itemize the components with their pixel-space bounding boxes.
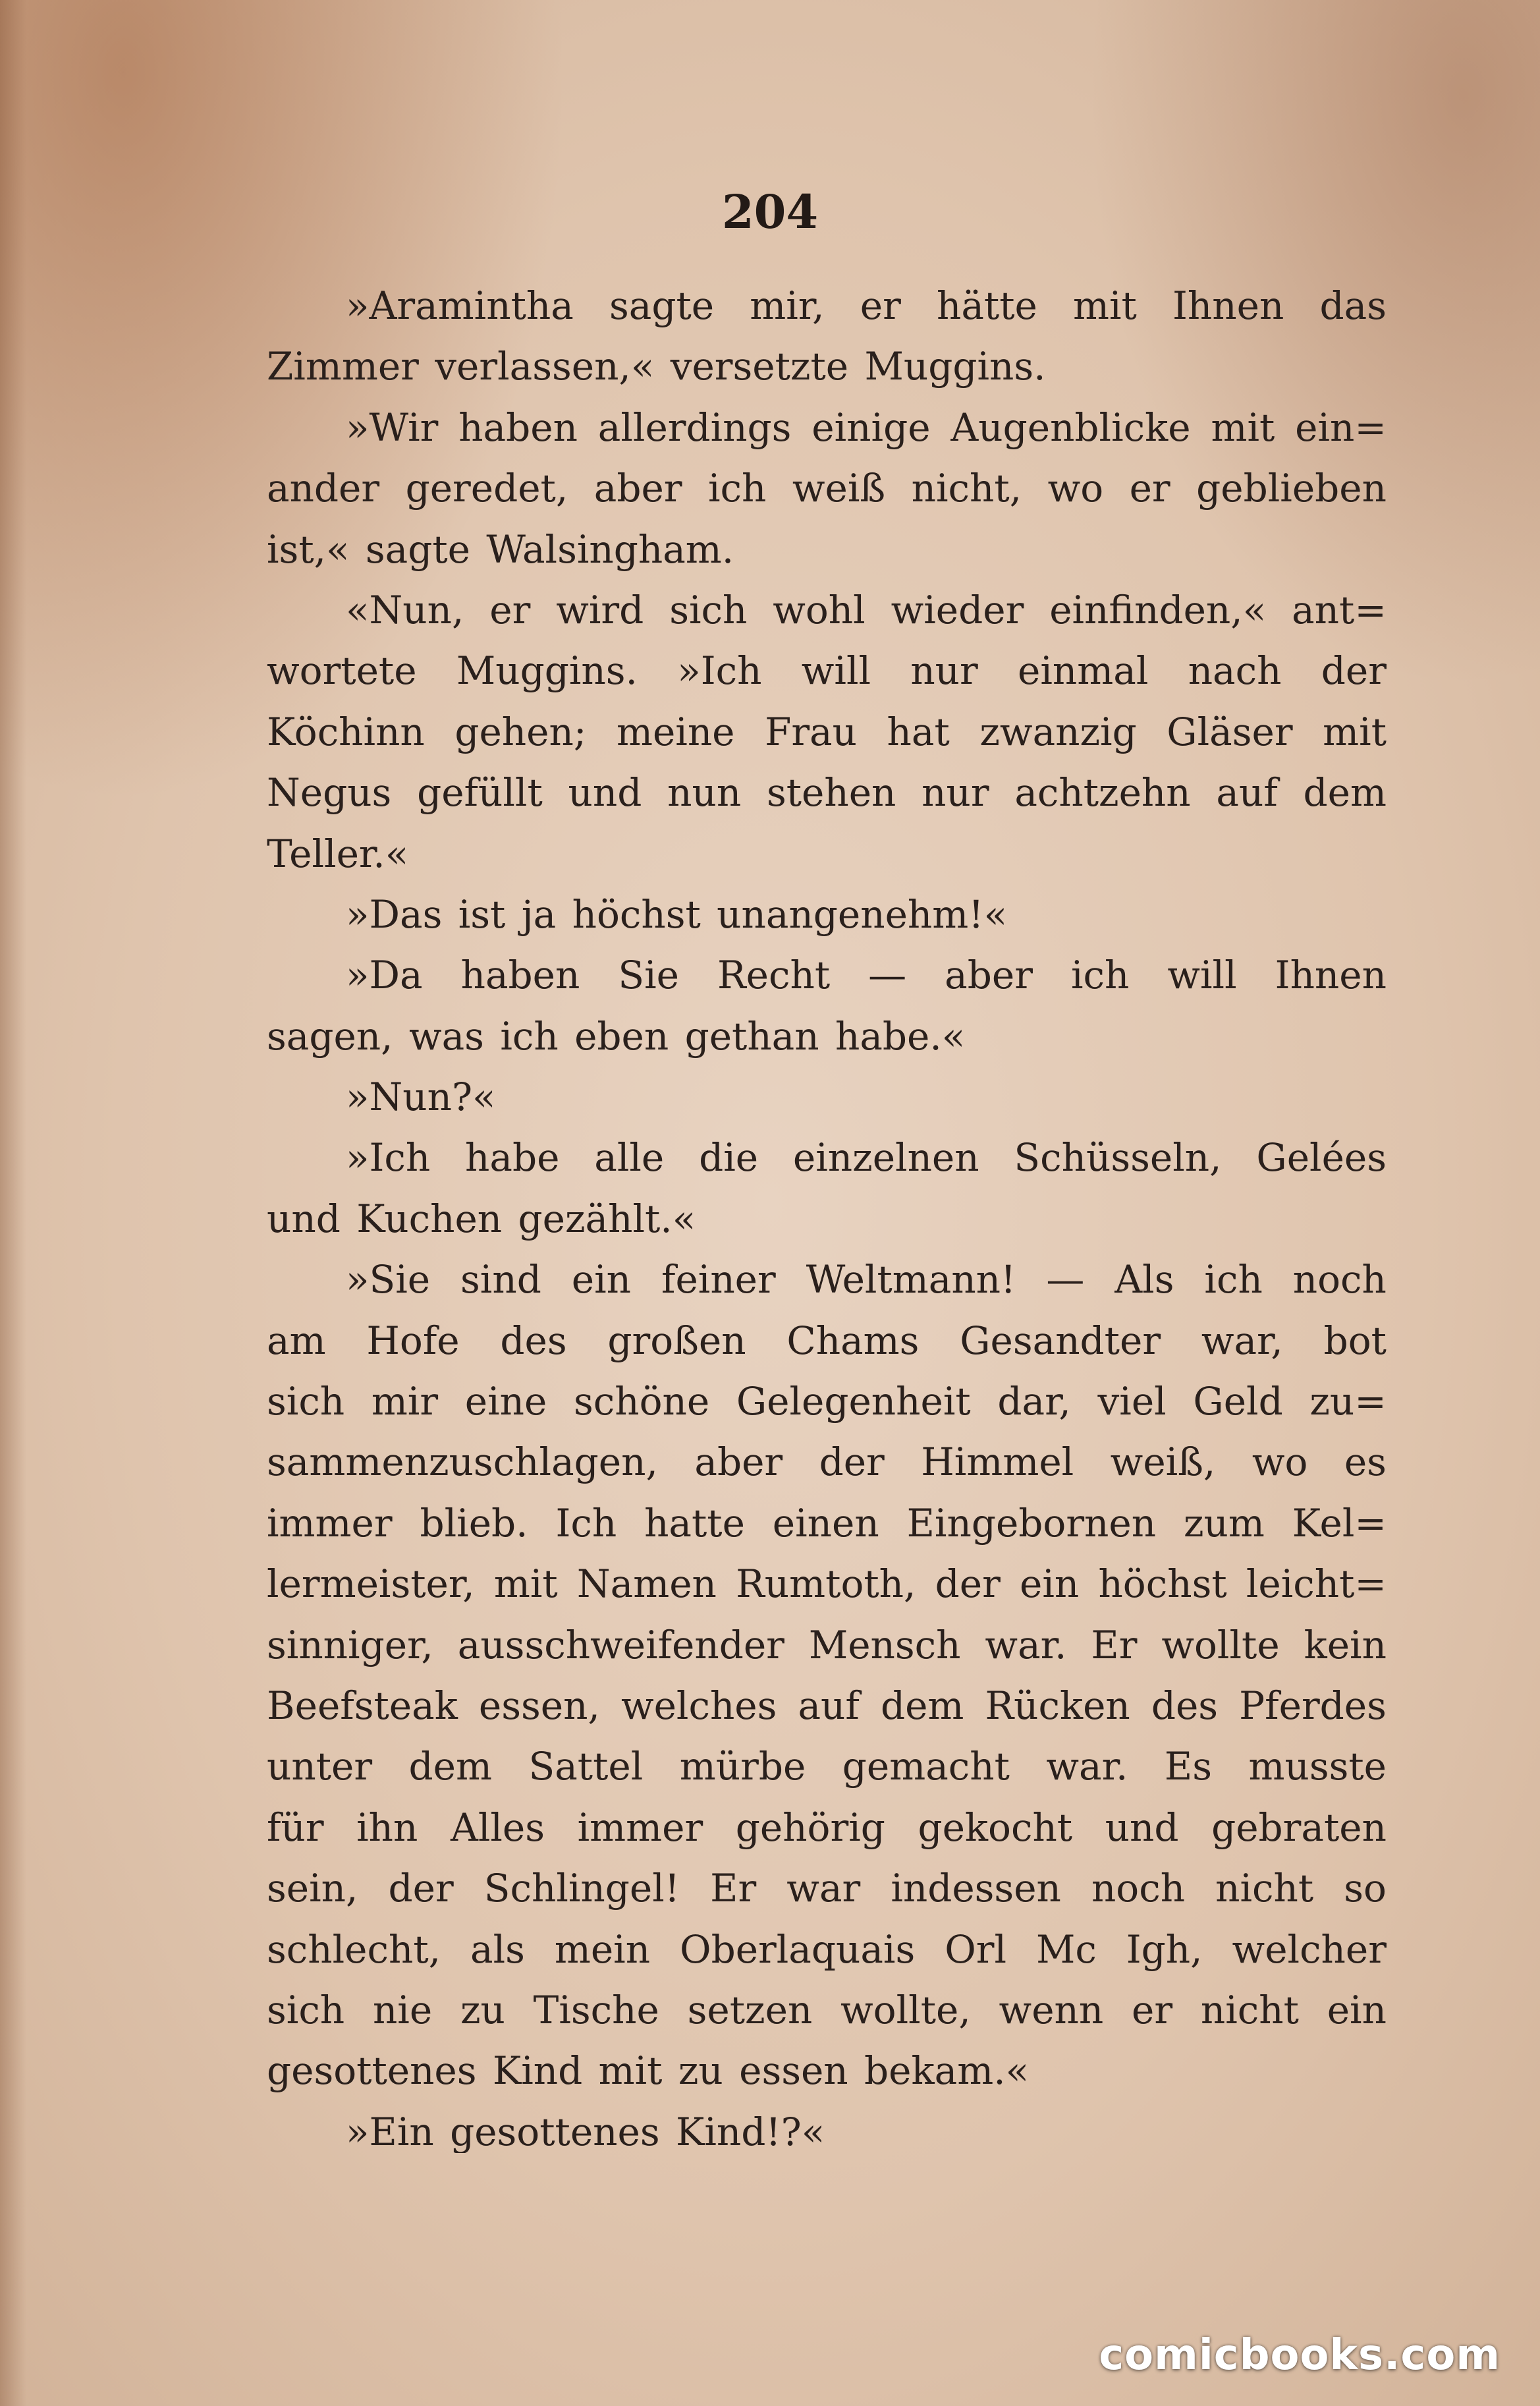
word: Gläser xyxy=(1167,709,1293,754)
word: weiß, xyxy=(1110,1440,1216,1485)
word: Mensch xyxy=(808,1622,961,1667)
word: viel xyxy=(1097,1379,1167,1424)
word: dem xyxy=(880,1683,964,1728)
word: mit xyxy=(1211,405,1275,450)
text-line xyxy=(267,1858,1387,1918)
word: »Da xyxy=(346,953,423,998)
word: nicht xyxy=(1200,1987,1299,2032)
word: mit xyxy=(1323,709,1387,754)
word: Hofe xyxy=(366,1318,460,1363)
word: stehen xyxy=(766,770,896,816)
text-line xyxy=(267,2102,1387,2153)
word: Sattel xyxy=(528,1744,644,1789)
word: ausschweifender xyxy=(457,1622,784,1667)
word: war xyxy=(786,1866,861,1911)
word: »Sie xyxy=(346,1257,431,1302)
word: setzen xyxy=(687,1987,813,2032)
word: eine xyxy=(464,1379,547,1424)
word: Oberlaquais xyxy=(680,1926,916,1972)
word: der xyxy=(935,1561,1001,1607)
word: welches xyxy=(620,1683,777,1728)
word: mein xyxy=(554,1926,651,1972)
word: sinniger, xyxy=(267,1622,433,1667)
word: gebraten xyxy=(1211,1804,1387,1850)
text-line xyxy=(267,397,1387,458)
word: auf xyxy=(1216,770,1278,816)
word: Schüsseln, xyxy=(1014,1135,1222,1181)
text-line xyxy=(267,1249,1387,1310)
word: dar, xyxy=(997,1379,1071,1424)
text-line xyxy=(267,1189,1387,1249)
text-line xyxy=(267,824,1387,884)
text-line xyxy=(267,1736,1387,1797)
word: aber xyxy=(945,953,1033,998)
word: höchst xyxy=(572,891,701,937)
text-line xyxy=(267,702,1387,762)
word: hätte xyxy=(936,283,1037,328)
word: Tische xyxy=(533,1987,659,2032)
word: so xyxy=(1344,1866,1387,1911)
word: Orl xyxy=(945,1926,1007,1972)
word: zwanzig xyxy=(979,709,1137,754)
word: »Nun?« xyxy=(346,1075,496,1120)
word: Sie xyxy=(618,953,679,998)
word: ich xyxy=(708,466,767,511)
word: großen xyxy=(607,1318,746,1363)
word: will xyxy=(801,648,871,694)
word: gekocht xyxy=(918,1804,1073,1850)
word: nie xyxy=(372,1987,433,2032)
word: »Das xyxy=(346,891,443,937)
word: sagen, xyxy=(267,1013,393,1059)
word: mir xyxy=(371,1379,439,1424)
word: schöne xyxy=(573,1379,710,1424)
word: haben xyxy=(460,953,580,998)
word: wo xyxy=(1251,1440,1308,1485)
word: noch xyxy=(1091,1866,1186,1911)
word: feiner xyxy=(661,1257,776,1302)
word: Beefsteak xyxy=(267,1683,458,1728)
word: zu xyxy=(460,1987,505,2032)
word: einen xyxy=(772,1500,879,1546)
text-line xyxy=(267,1067,1387,1127)
word: Ihnen xyxy=(1275,953,1387,998)
word: Ihnen xyxy=(1172,283,1284,328)
text-line xyxy=(267,884,1387,945)
word: Eingebornen xyxy=(906,1500,1157,1546)
word: Weltmann! xyxy=(806,1257,1016,1302)
word: wo xyxy=(1047,466,1104,511)
word: »Wir xyxy=(346,405,439,450)
word: unter xyxy=(267,1744,373,1789)
word: Er xyxy=(1091,1622,1138,1667)
word: und xyxy=(1105,1804,1179,1850)
word: sich xyxy=(669,587,748,632)
word: der xyxy=(1321,648,1387,694)
word: Köchinn xyxy=(267,709,425,754)
text-line xyxy=(267,1310,1387,1371)
word: wollte, xyxy=(840,1987,971,2032)
word: zu= xyxy=(1309,1379,1387,1424)
word: — xyxy=(868,953,907,998)
word: nur xyxy=(921,770,989,816)
word: indessen xyxy=(891,1866,1061,1911)
word: Himmel xyxy=(921,1440,1074,1485)
word: Gelées xyxy=(1256,1135,1387,1181)
word: nach xyxy=(1188,648,1282,694)
word: Schlingel! xyxy=(483,1866,680,1911)
page-edge-shadow xyxy=(0,0,26,2406)
word: sich xyxy=(267,1379,345,1424)
word: mit xyxy=(598,2048,663,2094)
word: mit xyxy=(1073,283,1137,328)
word: sich xyxy=(267,1987,345,2032)
word: Er xyxy=(710,1866,757,1911)
word: einmal xyxy=(1018,648,1149,694)
word: Frau xyxy=(765,709,857,754)
word: war. xyxy=(985,1622,1067,1667)
word: Kel= xyxy=(1292,1500,1387,1546)
word: Es xyxy=(1164,1744,1212,1789)
word: alle xyxy=(594,1135,665,1181)
word: gehen; xyxy=(454,709,587,754)
word: Zimmer xyxy=(267,344,419,389)
word: versetzte xyxy=(670,344,849,389)
word: aber xyxy=(694,1440,783,1485)
word: Pferdes xyxy=(1239,1683,1387,1728)
word: gezählt.« xyxy=(518,1196,696,1241)
word: Kind xyxy=(492,2048,583,2094)
word: haben xyxy=(458,405,578,450)
word: Gelegenheit xyxy=(736,1379,971,1424)
word: gefüllt xyxy=(417,770,543,816)
word: mir, xyxy=(750,283,825,328)
word: ich xyxy=(1070,953,1130,998)
word: dem xyxy=(408,1744,492,1789)
word: das xyxy=(1319,283,1387,328)
word: hatte xyxy=(644,1500,745,1546)
word: ein xyxy=(571,1257,632,1302)
word: wohl xyxy=(773,587,866,632)
word: er xyxy=(1132,1987,1173,2032)
word: achtzehn xyxy=(1014,770,1191,816)
text-line xyxy=(267,640,1387,701)
word: — xyxy=(1046,1257,1085,1302)
word: gehörig xyxy=(735,1804,885,1850)
word: des xyxy=(500,1318,567,1363)
word: »Ein xyxy=(346,2109,434,2153)
text-line xyxy=(267,1675,1387,1736)
word: wieder xyxy=(891,587,1024,632)
word: wollte xyxy=(1161,1622,1280,1667)
word: Rücken xyxy=(985,1683,1130,1728)
word: »Ich xyxy=(346,1135,431,1181)
word: ihn xyxy=(356,1804,418,1850)
word: Kind!?« xyxy=(675,2109,825,2153)
word: nur xyxy=(910,648,978,694)
word: Muggins. xyxy=(456,648,638,694)
word: unangenehm!« xyxy=(717,891,1008,937)
word: »Araminthа xyxy=(346,283,574,328)
word: noch xyxy=(1292,1257,1387,1302)
word: Igh, xyxy=(1126,1926,1203,1972)
watermark: comicbooks.com xyxy=(1099,2331,1500,2380)
word: habe xyxy=(465,1135,560,1181)
word: gethan xyxy=(684,1013,819,1059)
word: einzelnen xyxy=(792,1135,979,1181)
word: des xyxy=(1151,1683,1219,1728)
word: Gesandter xyxy=(960,1318,1161,1363)
word: war, xyxy=(1201,1318,1283,1363)
word: wird xyxy=(556,587,644,632)
word: nun xyxy=(667,770,742,816)
word: Geld xyxy=(1193,1379,1283,1424)
word: war. xyxy=(1046,1744,1128,1789)
word: »Ich xyxy=(677,648,762,694)
word: ich xyxy=(1204,1257,1263,1302)
text-line xyxy=(267,458,1387,518)
word: welcher xyxy=(1232,1926,1387,1972)
word: schlecht, xyxy=(267,1926,441,1972)
word: verlassen,« xyxy=(435,344,655,389)
word: Namen xyxy=(576,1561,717,1607)
text-line xyxy=(267,519,1387,580)
word: als xyxy=(470,1926,525,1972)
word: hat xyxy=(887,709,950,754)
word: sind xyxy=(460,1257,541,1302)
word: sagte xyxy=(365,526,471,572)
word: geblieben xyxy=(1196,466,1387,511)
word: Ich xyxy=(555,1500,617,1546)
word: ant= xyxy=(1292,587,1387,632)
word: es xyxy=(1344,1440,1387,1485)
word: kein xyxy=(1304,1622,1387,1667)
word: mürbe xyxy=(679,1744,806,1789)
word: ein= xyxy=(1295,405,1387,450)
text-line xyxy=(267,1553,1387,1614)
word: am xyxy=(267,1318,326,1363)
word: sagte xyxy=(609,283,715,328)
word: was xyxy=(408,1013,484,1059)
word: essen xyxy=(739,2048,848,2094)
text-line xyxy=(267,1127,1387,1188)
word: habe.« xyxy=(835,1013,966,1059)
word: aber xyxy=(593,466,682,511)
word: mit xyxy=(493,1561,558,1607)
word: bekam.« xyxy=(864,2048,1030,2094)
text-line xyxy=(267,2040,1387,2101)
word: der xyxy=(819,1440,885,1485)
word: zu xyxy=(678,2048,723,2094)
word: der xyxy=(388,1866,454,1911)
word: einige xyxy=(811,405,931,450)
word: Rumtoth, xyxy=(736,1561,916,1607)
word: und xyxy=(267,1196,341,1241)
text-line xyxy=(267,275,1387,336)
word: für xyxy=(267,1804,324,1850)
word: Augenblicke xyxy=(950,405,1191,450)
text-line xyxy=(267,1919,1387,1980)
word: Chams xyxy=(786,1318,920,1363)
word: wortete xyxy=(267,648,417,694)
word: essen, xyxy=(478,1683,600,1728)
word: gemacht xyxy=(842,1744,1010,1789)
word: sammenzuschlagen, xyxy=(267,1440,658,1485)
text-line xyxy=(267,762,1387,823)
word: musste xyxy=(1248,1744,1387,1789)
word: ja xyxy=(521,891,557,937)
page-number: 204 xyxy=(721,184,819,239)
word: leicht= xyxy=(1246,1561,1387,1607)
text-line xyxy=(267,1432,1387,1492)
text-line xyxy=(267,1006,1387,1067)
word: ander xyxy=(267,466,380,511)
text-line xyxy=(267,336,1387,397)
word: ein xyxy=(1327,1987,1387,2032)
word: ist,« xyxy=(267,526,350,572)
text-line xyxy=(267,1371,1387,1432)
word: ist xyxy=(458,891,506,937)
word: ein xyxy=(1020,1561,1080,1607)
word: dem xyxy=(1303,770,1387,816)
word: er xyxy=(1129,466,1170,511)
word: er xyxy=(860,283,901,328)
word: auf xyxy=(798,1683,860,1728)
word: blieb. xyxy=(420,1500,528,1546)
word: gesottenes xyxy=(267,2048,477,2094)
word: bot xyxy=(1323,1318,1387,1363)
word: einfinden,« xyxy=(1049,587,1267,632)
text-line xyxy=(267,1797,1387,1858)
word: weiß xyxy=(792,466,886,511)
word: Teller.« xyxy=(267,831,409,876)
word: Negus xyxy=(267,770,392,816)
word: Recht xyxy=(717,953,831,998)
word: eben xyxy=(574,1013,669,1059)
word: nicht, xyxy=(911,466,1022,511)
word: die xyxy=(699,1135,759,1181)
word: geredet, xyxy=(405,466,568,511)
word: höchst xyxy=(1098,1561,1227,1607)
word: gesottenes xyxy=(450,2109,660,2153)
word: lermeister, xyxy=(267,1561,475,1607)
word: Mc xyxy=(1035,1926,1097,1972)
word: Muggins. xyxy=(864,344,1046,389)
word: wenn xyxy=(999,1987,1104,2032)
text-line xyxy=(267,1980,1387,2040)
word: Alles xyxy=(450,1804,545,1850)
word: Kuchen xyxy=(356,1196,503,1241)
word: Walsingham. xyxy=(486,526,734,572)
text-line xyxy=(267,1493,1387,1553)
word: Als xyxy=(1114,1257,1174,1302)
word: «Nun, xyxy=(346,587,464,632)
word: ich xyxy=(500,1013,559,1059)
word: immer xyxy=(267,1500,393,1546)
text-line xyxy=(267,1615,1387,1675)
word: immer xyxy=(577,1804,703,1850)
word: er xyxy=(489,587,531,632)
word: will xyxy=(1167,953,1237,998)
word: und xyxy=(568,770,642,816)
word: meine xyxy=(616,709,735,754)
word: zum xyxy=(1183,1500,1265,1546)
text-line xyxy=(267,580,1387,640)
text-line xyxy=(267,945,1387,1005)
word: allerdings xyxy=(597,405,792,450)
word: sein, xyxy=(267,1866,358,1911)
body-text xyxy=(267,275,1387,2153)
word: nicht xyxy=(1215,1866,1314,1911)
